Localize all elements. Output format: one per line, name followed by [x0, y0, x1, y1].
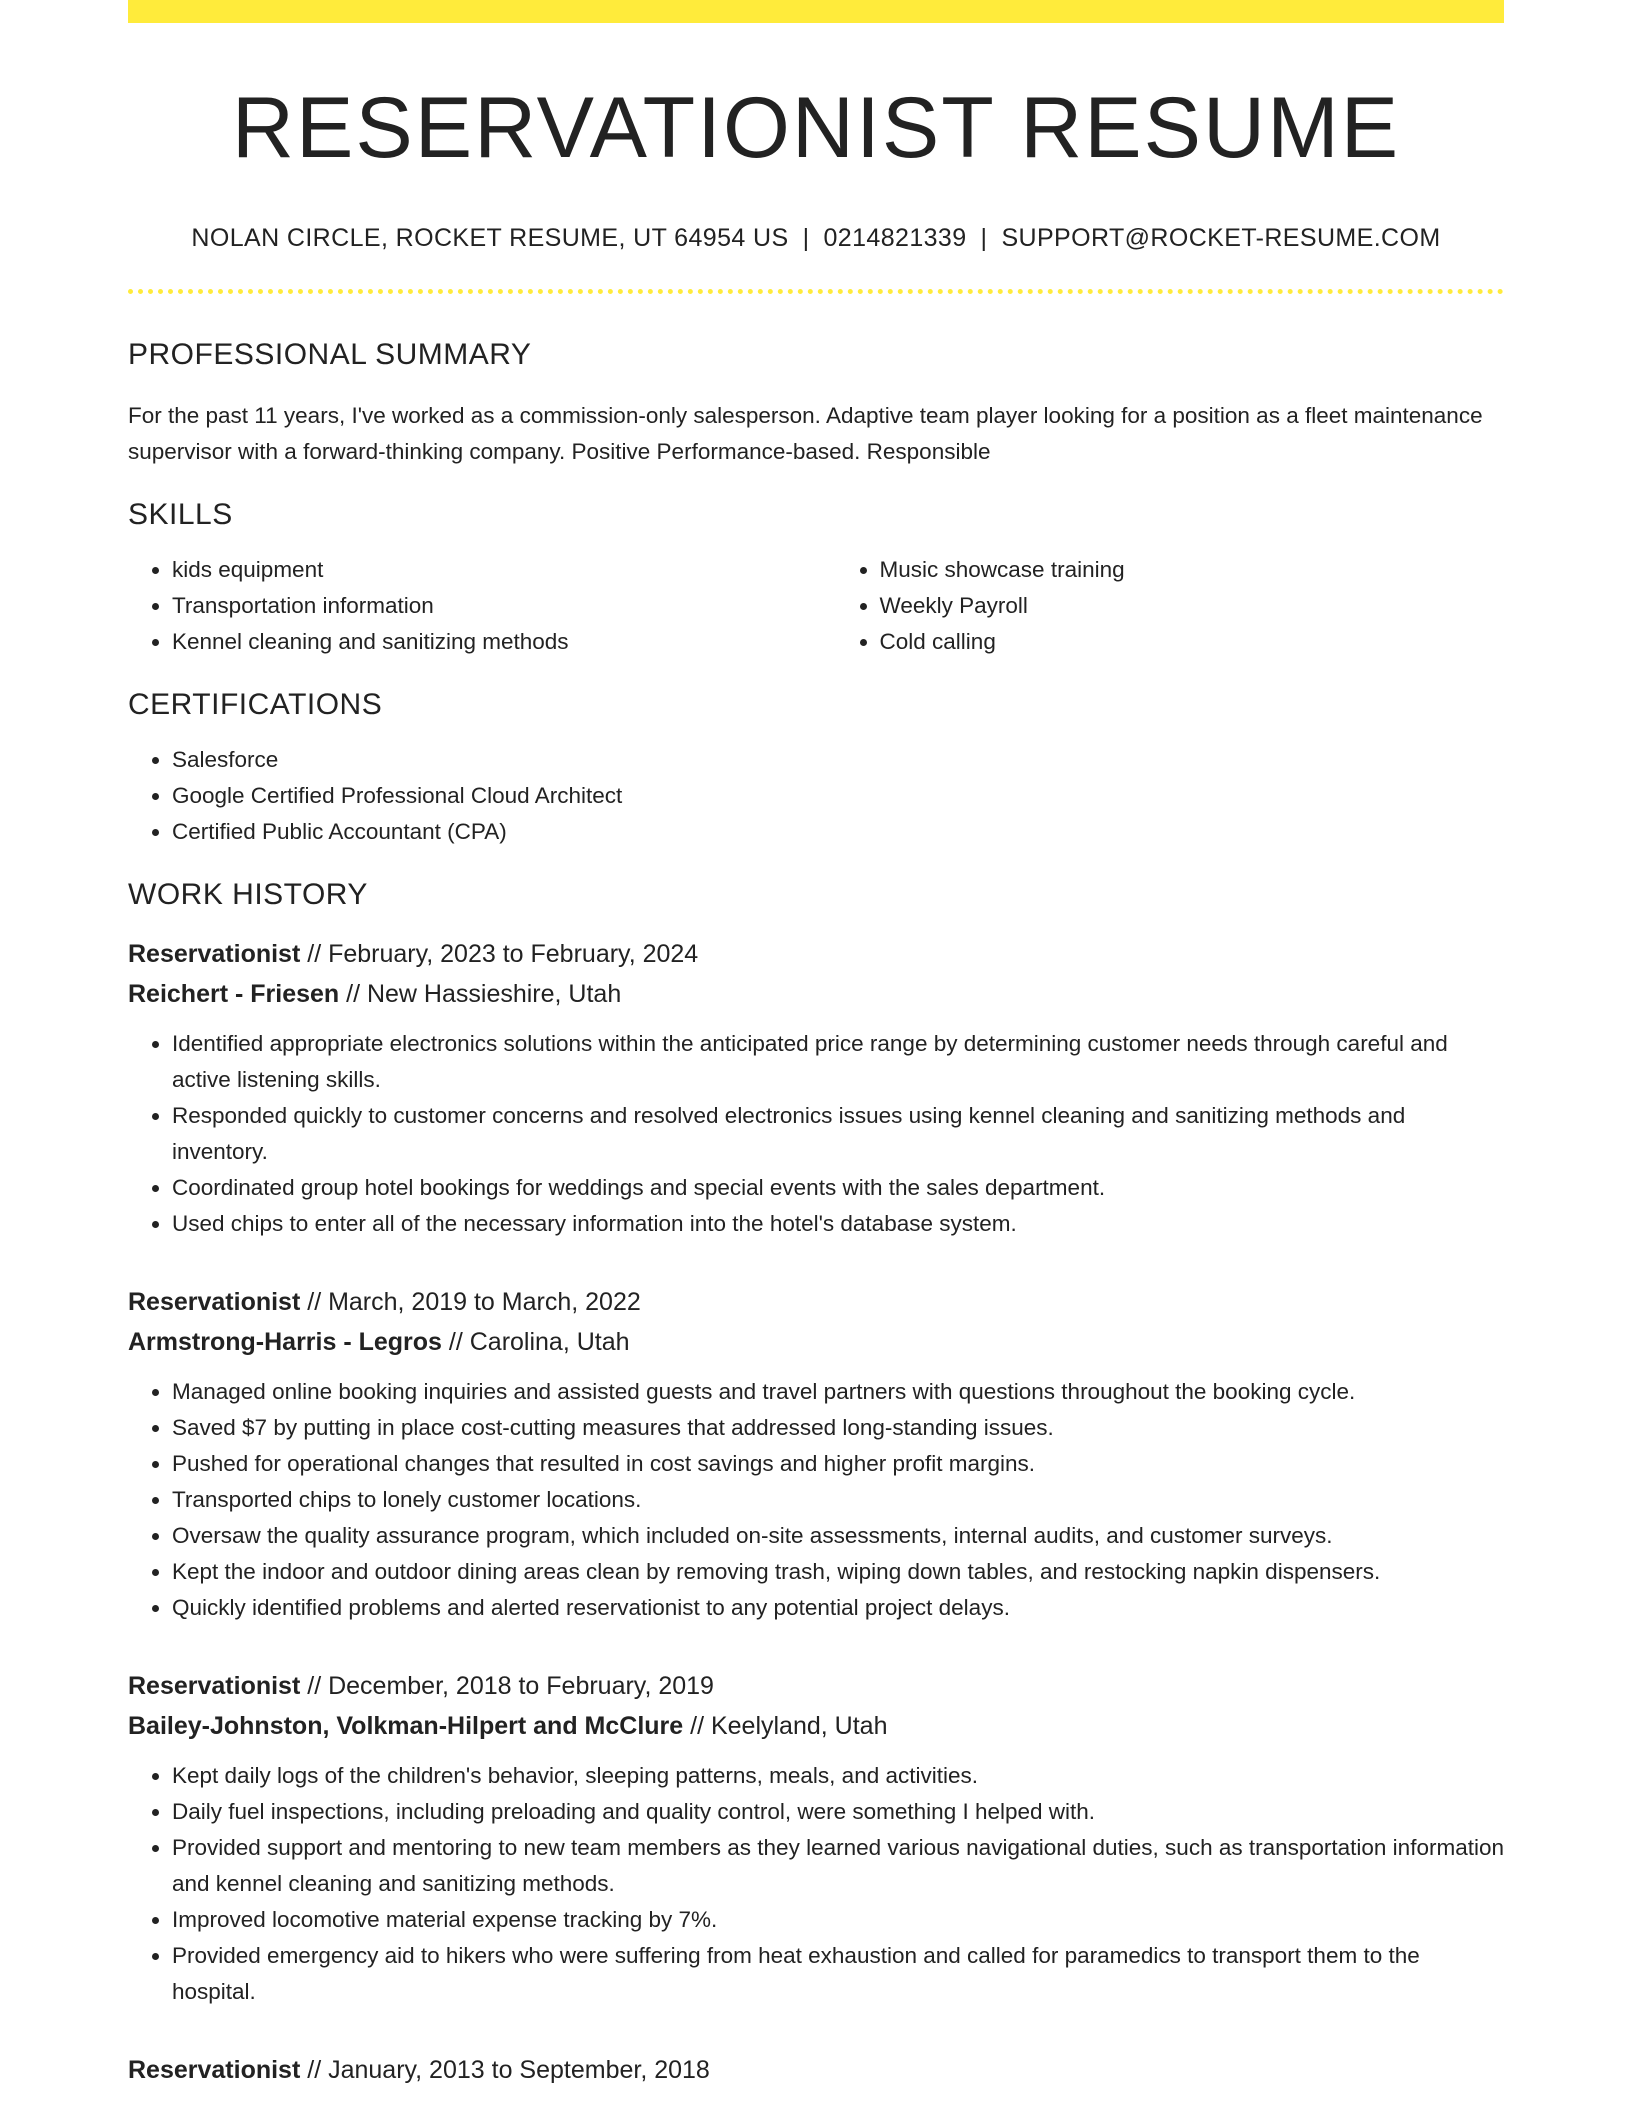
- job-location: // Keelyland, Utah: [683, 1711, 888, 1740]
- certifications-heading: CERTIFICATIONS: [128, 687, 383, 721]
- job-title-line: [128, 1666, 1504, 1706]
- resume-title: RESERVATIONIST RESUME: [231, 80, 1401, 176]
- work-history-heading: WORK HISTORY: [128, 877, 368, 911]
- certification-item: • Google Certified Professional Cloud Architect: [172, 778, 1504, 814]
- job-entry: [128, 1666, 1504, 2010]
- job-dates: // January, 2013 to September, 2018: [300, 2055, 710, 2084]
- job-dates: // March, 2019 to March, 2022: [300, 1287, 641, 1316]
- job-title-line: [128, 2050, 1504, 2090]
- job-bullet: • Used chips to enter all of the necessary information into the hotel's database system.: [172, 1206, 1504, 1242]
- resume-page: [128, 0, 1504, 2090]
- job-company: Reichert - Friesen: [128, 979, 340, 1008]
- job-title-line: [128, 1282, 1504, 1322]
- job-bullets: [128, 1374, 1504, 1626]
- job-entry: [128, 934, 1504, 1242]
- job-bullet: • Saved $7 by putting in place cost-cutting measures that addressed long-standing issues.: [172, 1410, 1504, 1446]
- job-bullet: • Daily fuel inspections, including preloading and quality control, were something I helped with.: [172, 1794, 1504, 1830]
- contact-separator: |: [802, 223, 810, 252]
- job-title: Reservationist: [128, 2055, 301, 2084]
- job-bullet: • Identified appropriate electronics solutions within the anticipated price range by determining customer needs through careful and active listening skills.: [172, 1026, 1504, 1098]
- job-bullet: • Pushed for operational changes that resulted in cost savings and higher profit margins.: [172, 1446, 1504, 1482]
- job-company: Bailey-Johnston, Volkman-Hilpert and McClure: [128, 1711, 684, 1740]
- job-dates: // February, 2023 to February, 2024: [300, 939, 699, 968]
- job-location: // Carolina, Utah: [441, 1327, 630, 1356]
- job-bullet: • Responded quickly to customer concerns and resolved electronics issues using kennel cleaning and sanitizing methods and inventory.: [172, 1098, 1504, 1170]
- work-history-section: [128, 878, 1504, 2090]
- job-location: // New Hassieshire, Utah: [339, 979, 622, 1008]
- job-company-line: [128, 1322, 1504, 1362]
- skill-item: • Cold calling: [880, 624, 1504, 660]
- certifications-section: [128, 688, 1504, 850]
- job-bullet: • Improved locomotive material expense tracking by 7%.: [172, 1902, 1504, 1938]
- job-company: Armstrong-Harris - Legros: [128, 1327, 442, 1356]
- job-dates: // December, 2018 to February, 2019: [300, 1671, 714, 1700]
- job-bullet: • Kept the indoor and outdoor dining areas clean by removing trash, wiping down tables, and restocking napkin dispensers.: [172, 1554, 1504, 1590]
- job-company-line: [128, 974, 1504, 1014]
- accent-bar: [128, 0, 1504, 23]
- job-bullet: • Oversaw the quality assurance program, which included on-site assessments, internal audits, and customer surveys.: [172, 1518, 1504, 1554]
- contact-phone: 0214821339: [823, 223, 967, 252]
- skill-item: • Music showcase training: [880, 552, 1504, 588]
- certification-item: • Certified Public Accountant (CPA): [172, 814, 1504, 850]
- certification-item: • Salesforce: [172, 742, 1504, 778]
- job-company-line: [128, 1706, 1504, 1746]
- skills-heading: SKILLS: [128, 497, 233, 531]
- skill-item: • Transportation information: [172, 588, 836, 624]
- skills-list-right: [836, 552, 1504, 660]
- job-bullet: • Quickly identified problems and alerted reservationist to any potential project delays.: [172, 1590, 1504, 1626]
- skill-item: • Weekly Payroll: [880, 588, 1504, 624]
- contact-separator: |: [980, 223, 988, 252]
- job-title-line: [128, 934, 1504, 974]
- certifications-list: [128, 742, 1504, 850]
- job-entry: [128, 1282, 1504, 1626]
- job-bullets: [128, 1026, 1504, 1242]
- dotted-divider: [128, 289, 1504, 294]
- job-title: Reservationist: [128, 939, 301, 968]
- job-title: Reservationist: [128, 1287, 301, 1316]
- job-bullet: • Transported chips to lonely customer locations.: [172, 1482, 1504, 1518]
- summary-heading: PROFESSIONAL SUMMARY: [128, 337, 532, 371]
- job-bullet: • Provided emergency aid to hikers who were suffering from heat exhaustion and called for paramedics to transport them to the hospital.: [172, 1938, 1504, 2010]
- job-entry: [128, 2050, 1504, 2090]
- contact-line: [128, 224, 1504, 253]
- skills-grid: [128, 552, 1504, 660]
- summary-section: [128, 338, 1504, 470]
- job-bullet: • Kept daily logs of the children's behavior, sleeping patterns, meals, and activities.: [172, 1758, 1504, 1794]
- contact-email: SUPPORT@ROCKET-RESUME.COM: [1001, 223, 1441, 252]
- contact-address: NOLAN CIRCLE, ROCKET RESUME, UT 64954 US: [191, 223, 789, 252]
- job-bullet: • Coordinated group hotel bookings for weddings and special events with the sales department.: [172, 1170, 1504, 1206]
- job-bullet: • Managed online booking inquiries and assisted guests and travel partners with questions throughout the booking cycle.: [172, 1374, 1504, 1410]
- job-bullets: [128, 1758, 1504, 2010]
- job-title: Reservationist: [128, 1671, 301, 1700]
- skill-item: • kids equipment: [172, 552, 836, 588]
- skills-list-left: [128, 552, 836, 660]
- summary-text: For the past 11 years, I've worked as a commission-only salesperson. Adaptive team player looking for a position as a fleet maintenance supervisor with a forward-thinking company. Positive Performance-based. Responsible: [128, 402, 1483, 464]
- skill-item: • Kennel cleaning and sanitizing methods: [172, 624, 836, 660]
- job-bullet: • Provided support and mentoring to new team members as they learned various navigational duties, such as transportation information and kennel cleaning and sanitizing methods.: [172, 1830, 1504, 1902]
- skills-section: [128, 498, 1504, 660]
